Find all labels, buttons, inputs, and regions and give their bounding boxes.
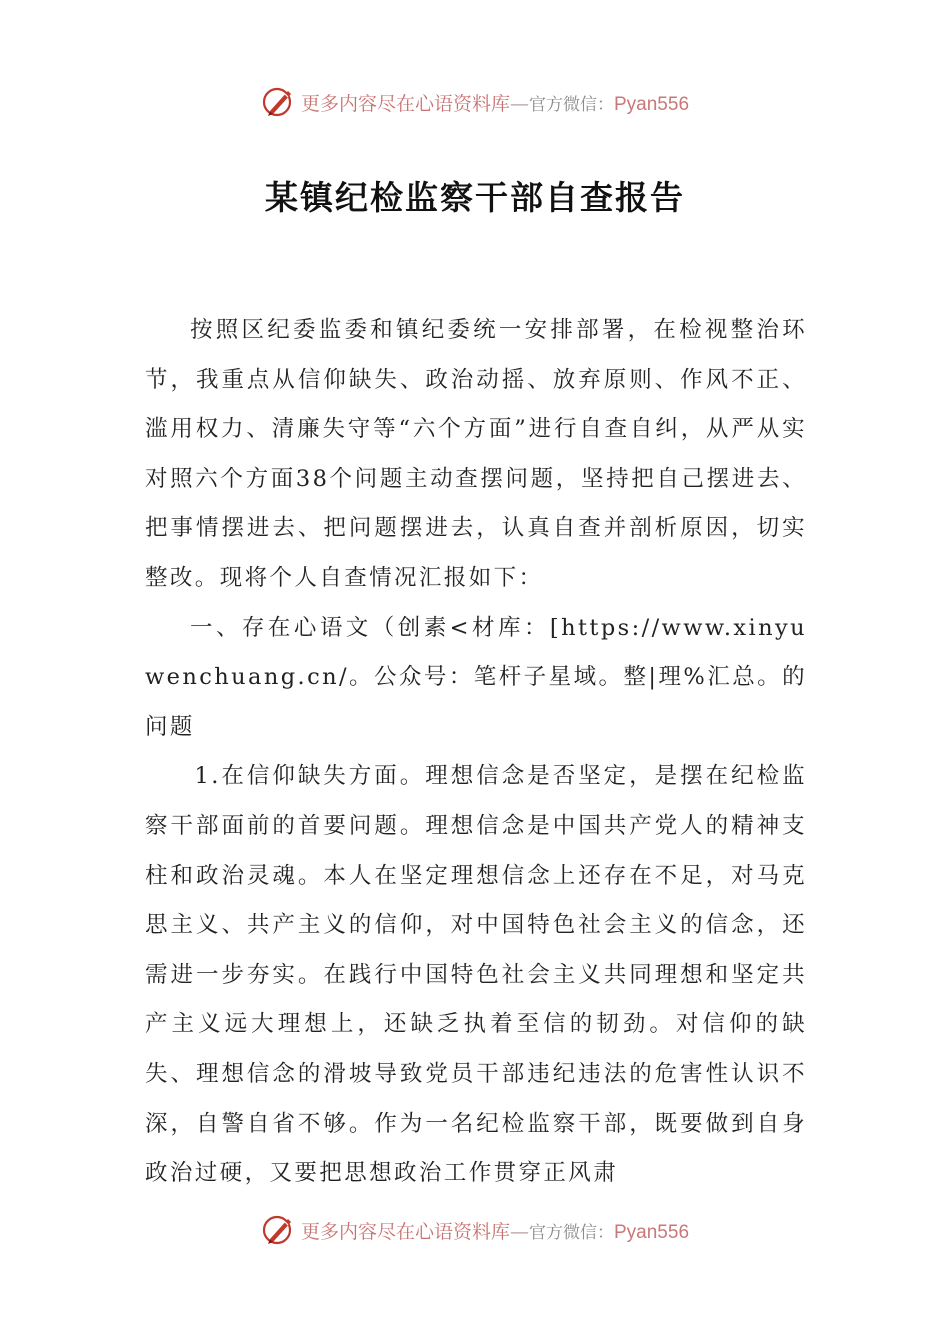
header-wechat-id: Pyan556 xyxy=(614,93,690,115)
document-body xyxy=(145,306,807,1199)
paragraph-section-heading: 一、存在心语文（创素<材库：[https://www.xinyuwenchuang.cn/。公众号：笔杆子星域。整|理%汇总。的问题 xyxy=(145,614,807,740)
header-separator: — xyxy=(510,92,529,115)
footer-banner xyxy=(0,1208,950,1252)
footer-banner-text xyxy=(301,1217,689,1244)
header-banner-text xyxy=(301,89,689,116)
header-wechat-label: 官方微信： xyxy=(529,94,614,115)
paragraph-intro: 按照区纪委监委和镇纪委统一安排部署，在检视整治环节，我重点从信仰缺失、政治动摇、放弃原则、作风不正、滥用权力、清廉失守等“六个方面”进行自查自纠，从严从实对照六个方面38个问题主动查摆问题，坚持把自己摆进去、把事情摆进去、把问题摆进去，认真自查并剖析原因，切实整改。现将个人自查情况汇报如下： xyxy=(145,317,807,591)
paragraph-item-1: 1.在信仰缺失方面。理想信念是否坚定，是摆在纪检监察干部面前的首要问题。理想信念是中国共产党人的精神支柱和政治灵魂。本人在坚定理想信念上还存在不足，对马克思主义、共产主义的信仰，对中国特色社会主义的信念，还需进一步夯实。在践行中国特色社会主义共同理想和坚定共产主义远大理想上，还缺乏执着至信的韧劲。对信仰的缺失、理想信念的滑坡导致党员干部违纪违法的危害性认识不深，自警自省不够。作为一名纪检监察干部，既要做到自身政治过硬，又要把思想政治工作贯穿正风肃 xyxy=(145,763,807,1187)
header-banner xyxy=(0,80,950,124)
footer-wechat-label: 官方微信： xyxy=(529,1222,614,1243)
document-title: 某镇纪检监察干部自查报告 xyxy=(265,178,685,217)
footer-brand: 更多内容尽在心语资料库 xyxy=(300,1220,510,1243)
pen-logo-icon xyxy=(261,1212,297,1248)
header-brand: 更多内容尽在心语资料库 xyxy=(300,92,510,115)
footer-separator: — xyxy=(510,1220,529,1243)
footer-wechat-id: Pyan556 xyxy=(614,1221,690,1243)
pen-logo-icon xyxy=(261,84,297,120)
